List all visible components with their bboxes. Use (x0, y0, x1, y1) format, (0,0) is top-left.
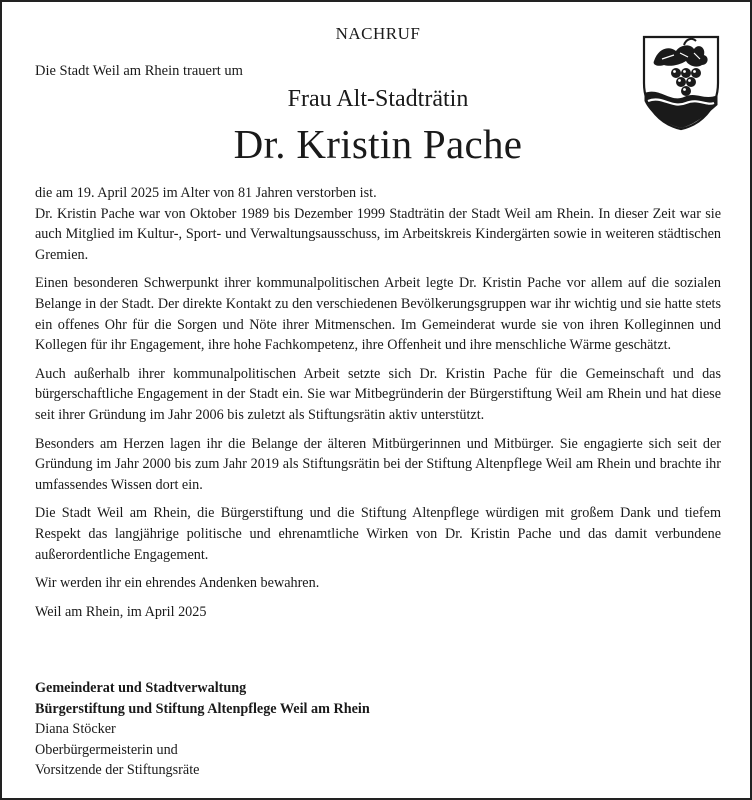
intro-line: Die Stadt Weil am Rhein trauert um (35, 63, 243, 79)
paragraph-elderly-care: Besonders am Herzen lagen ihr die Belange der älteren Mitbürgerinnen und Mitbürger. Sie engagierte sich seit der Gründung im Jahr 2000 bis zum Jahr 2019 als Stiftungsrätin bei der Stiftung Altenpflege Weil am Rhein und brachte ihr umfassendes Wissen dort ein. (35, 435, 721, 493)
paragraph-remembrance: Wir werden ihr ein ehrendes Andenken bewahren. (35, 575, 320, 592)
signatory-org-council: Gemeinderat und Stadtverwaltung (35, 680, 247, 696)
signature-block (35, 678, 370, 781)
coat-of-arms-grapes-icon (640, 31, 722, 131)
signatory-name: Diana Stöcker (35, 721, 116, 738)
death-line: die am 19. April 2025 im Alter von 81 Jahren verstorben ist. (35, 185, 377, 201)
paragraph-foundation: Auch außerhalb ihrer kommunalpolitischen Arbeit setzte sich Dr. Kristin Pache für die Gemeinschaft und das bürgerschaftliche Engagement in der Stadt ein. Sie war Mitbegründerin der Bürgerstiftung Weil am Rhein und hat diese seit ihrer Gründung im Jahr 2006 bis zuletzt als Stiftungsrätin aktiv unterstützt. (35, 365, 721, 423)
deceased-name: Dr. Kristin Pache (233, 121, 523, 167)
signatory-role-2: Vorsitzende der Stiftungsräte (35, 762, 200, 779)
obituary-body (35, 183, 721, 630)
notice-heading: NACHRUF (335, 24, 421, 43)
paragraph-gratitude: Die Stadt Weil am Rhein, die Bürgerstiftung und die Stiftung Altenpflege würdigen mit großem Dank und tiefem Respekt das langjährige politische und ehrenamtliche Wirken von Dr. Kristin Pache und das damit verbundene außerordentliche Engagement. (35, 505, 721, 563)
signatory-org-foundation: Bürgerstiftung und Stiftung Altenpflege Weil am Rhein (35, 700, 370, 717)
paragraph-social: Einen besonderen Schwerpunkt ihrer kommunalpolitischen Arbeit legte Dr. Kristin Pache vor allem auf die sozialen Belange in der Stadt. Der direkte Kontakt zu den verschiedenen Bevölkerungsgruppen war ihr wichtig und sie hatte stets ein offenes Ohr für die Sorgen und Nöte ihrer Mitmenschen. Im Gemeinderat wurde sie von ihren Kolleginnen und Kollegen für ihr Engagement, ihre hohe Fachkompetenz, ihre Offenheit und ihre menschliche Wärme geschätzt. (35, 275, 721, 354)
honorific-title: Frau Alt-Stadträtin (287, 86, 469, 112)
place-date: Weil am Rhein, im April 2025 (35, 603, 207, 620)
signatory-role-1: Oberbürgermeisterin und (35, 741, 178, 758)
paragraph-career: Dr. Kristin Pache war von Oktober 1989 bis Dezember 1999 Stadträtin der Stadt Weil am Rhein. In dieser Zeit war sie auch Mitglied im Kultur-, Sport- und Verwaltungsausschuss, im Arbeitskreis Kindergärten sowie in weiteren städtischen Gremien. (35, 205, 721, 263)
